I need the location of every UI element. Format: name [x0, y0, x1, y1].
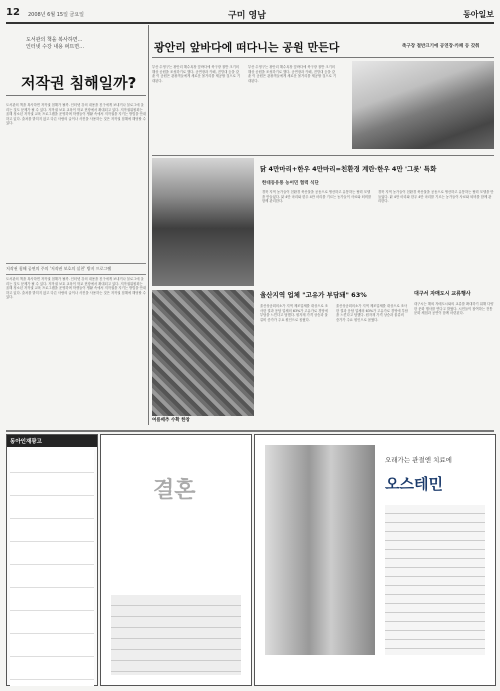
classified-ads [6, 434, 98, 686]
article-body: 도서관의 책을 복사하면 저작권 침해가 될까. 인터넷 강의 내용을 친구에게 보내거나 블로그에 올리는 것도 문제가 될 수 있다. 저작권 보호 교육이 학교 현장에서 확대되고 있다. 저작권위원회는 올해 청소년 저작권 교육 프로그램을 운영하며 학생들이 생활 속에서 저작권을 지키는 방법을 안내하고 있다. 출처를 밝히지 않고 다른 사람의 글이나 사진을 사용하는 것은 저작권 침해에 해당할 수 있다. [6, 103, 146, 126]
right-story-headline: 대구서 자매도시 교류행사 [414, 291, 471, 297]
wedding-ad [100, 434, 252, 686]
ostemin-brand: 오스테민 [385, 475, 443, 493]
side-story-body-2: 울산상공회의소가 지역 제조업체를 대상으로 조사한 결과 응답 업체의 63%가 고유가로 경영에 부담을 느낀다고 답했다. 원자재 가격 상승과 물류비 증가가 주요 원인으로 꼽혔다. [336, 304, 408, 322]
top-story-body-2: 부산 수영구는 광안리 해수욕장 앞바다에 축구장 절반 크기의 해상 공원을 조성하기로 했다. 공연장과 카페, 전망대 등을 갖춘 이 공원은 관광객들에게 새로운 볼거리를 제공할 것으로 기대된다. [248, 65, 337, 83]
top-story-subheadline: 축구장 절반크기에 공연장·카페 등 갖춰 [402, 44, 480, 49]
copyright-article [6, 25, 146, 425]
mid-story-headline: 닭 4만마리+한우 4만마리=친환경 계란·한우 4만 '그릇' 특화 [260, 165, 437, 173]
farm-photo [152, 158, 254, 286]
side-story-headline: 울산지역 업체 "고유가 부담돼" 63% [260, 291, 367, 299]
top-story-body: 부산 수영구는 광안리 해수욕장 앞바다에 축구장 절반 크기의 해상 공원을 조성하기로 했다. 공연장과 카페, 전망대 등을 갖춘 이 공원은 관광객들에게 새로운 볼거리를 제공할 것으로 기대된다. [152, 65, 241, 83]
ostemin-ad [254, 434, 496, 686]
section-name: 구미 영남 [228, 11, 266, 21]
top-story [152, 25, 494, 151]
ostemin-slogan: 오래가는 관절엔 치료에 [385, 456, 452, 464]
page-number: 12 [6, 7, 20, 18]
classified-title: 동아인재광고 [7, 435, 97, 447]
masthead: 동아일보 [463, 10, 494, 19]
wedding-title: 결혼 [153, 478, 196, 503]
photo-caption: 여름배추 수확 한창 [152, 418, 190, 423]
right-story [414, 286, 494, 424]
right-story-body: 대구시는 해외 자매도시와의 교류를 확대하기 위해 다양한 문화 행사를 연다고 밝혔다. 시민들이 참여하는 전통문화 체험과 공연이 함께 마련된다. [414, 302, 494, 316]
mid-story-body: 경북 지역 농가들이 친환경 축산물을 공동으로 생산하고 유통하는 협력 모델을 만들었다. 닭 4만 마리와 한우 4만 마리를 기르는 농가들이 사료와 퇴비를 함께 관리한다. [262, 190, 372, 204]
beach-photo [352, 61, 494, 149]
top-story-headline: 광안리 앞바다에 떠다니는 공원 만든다 [154, 41, 340, 54]
article-kicker: 도서관의 책을 복사하면… 인터넷 수강 내용 퍼뜨면… [26, 37, 85, 50]
side-story-body: 울산상공회의소가 지역 제조업체를 대상으로 조사한 결과 응답 업체의 63%가 고유가로 경영에 부담을 느낀다고 답했다. 원자재 가격 상승과 물류비 증가가 주요 원인으로 꼽혔다. [260, 304, 328, 322]
cabbage-field-photo [152, 290, 254, 416]
article-subheadline: 저작권 침해 공연의 주의 '저작권 보호의 실천' 방지 프로그램 [6, 263, 146, 275]
page-header [6, 6, 494, 24]
issue-date: 2008년 6월 15일 금요일 [28, 12, 85, 18]
mid-story-subheadline: 한대동유통 농어민 협력 식단 [262, 181, 319, 186]
side-story [260, 286, 408, 424]
legs-photo [265, 445, 375, 655]
mid-story-body-2: 경북 지역 농가들이 친환경 축산물을 공동으로 생산하고 유통하는 협력 모델을 만들었다. 닭 4만 마리와 한우 4만 마리를 기르는 농가들이 사료와 퇴비를 함께 관리한다. [378, 190, 494, 204]
article-headline: 저작권 침해일까? [21, 74, 137, 92]
article-body-continued: 도서관의 책을 복사하면 저작권 침해가 될까. 인터넷 강의 내용을 친구에게 보내거나 블로그에 올리는 것도 문제가 될 수 있다. 저작권 보호 교육이 학교 현장에서 확대되고 있다. 저작권위원회는 올해 청소년 저작권 교육 프로그램을 운영하며 학생들이 생활 속에서 저작권을 지키는 방법을 안내하고 있다. 출처를 밝히지 않고 다른 사람의 글이나 사진을 사용하는 것은 저작권 침해에 해당할 수 있다. [6, 277, 146, 300]
